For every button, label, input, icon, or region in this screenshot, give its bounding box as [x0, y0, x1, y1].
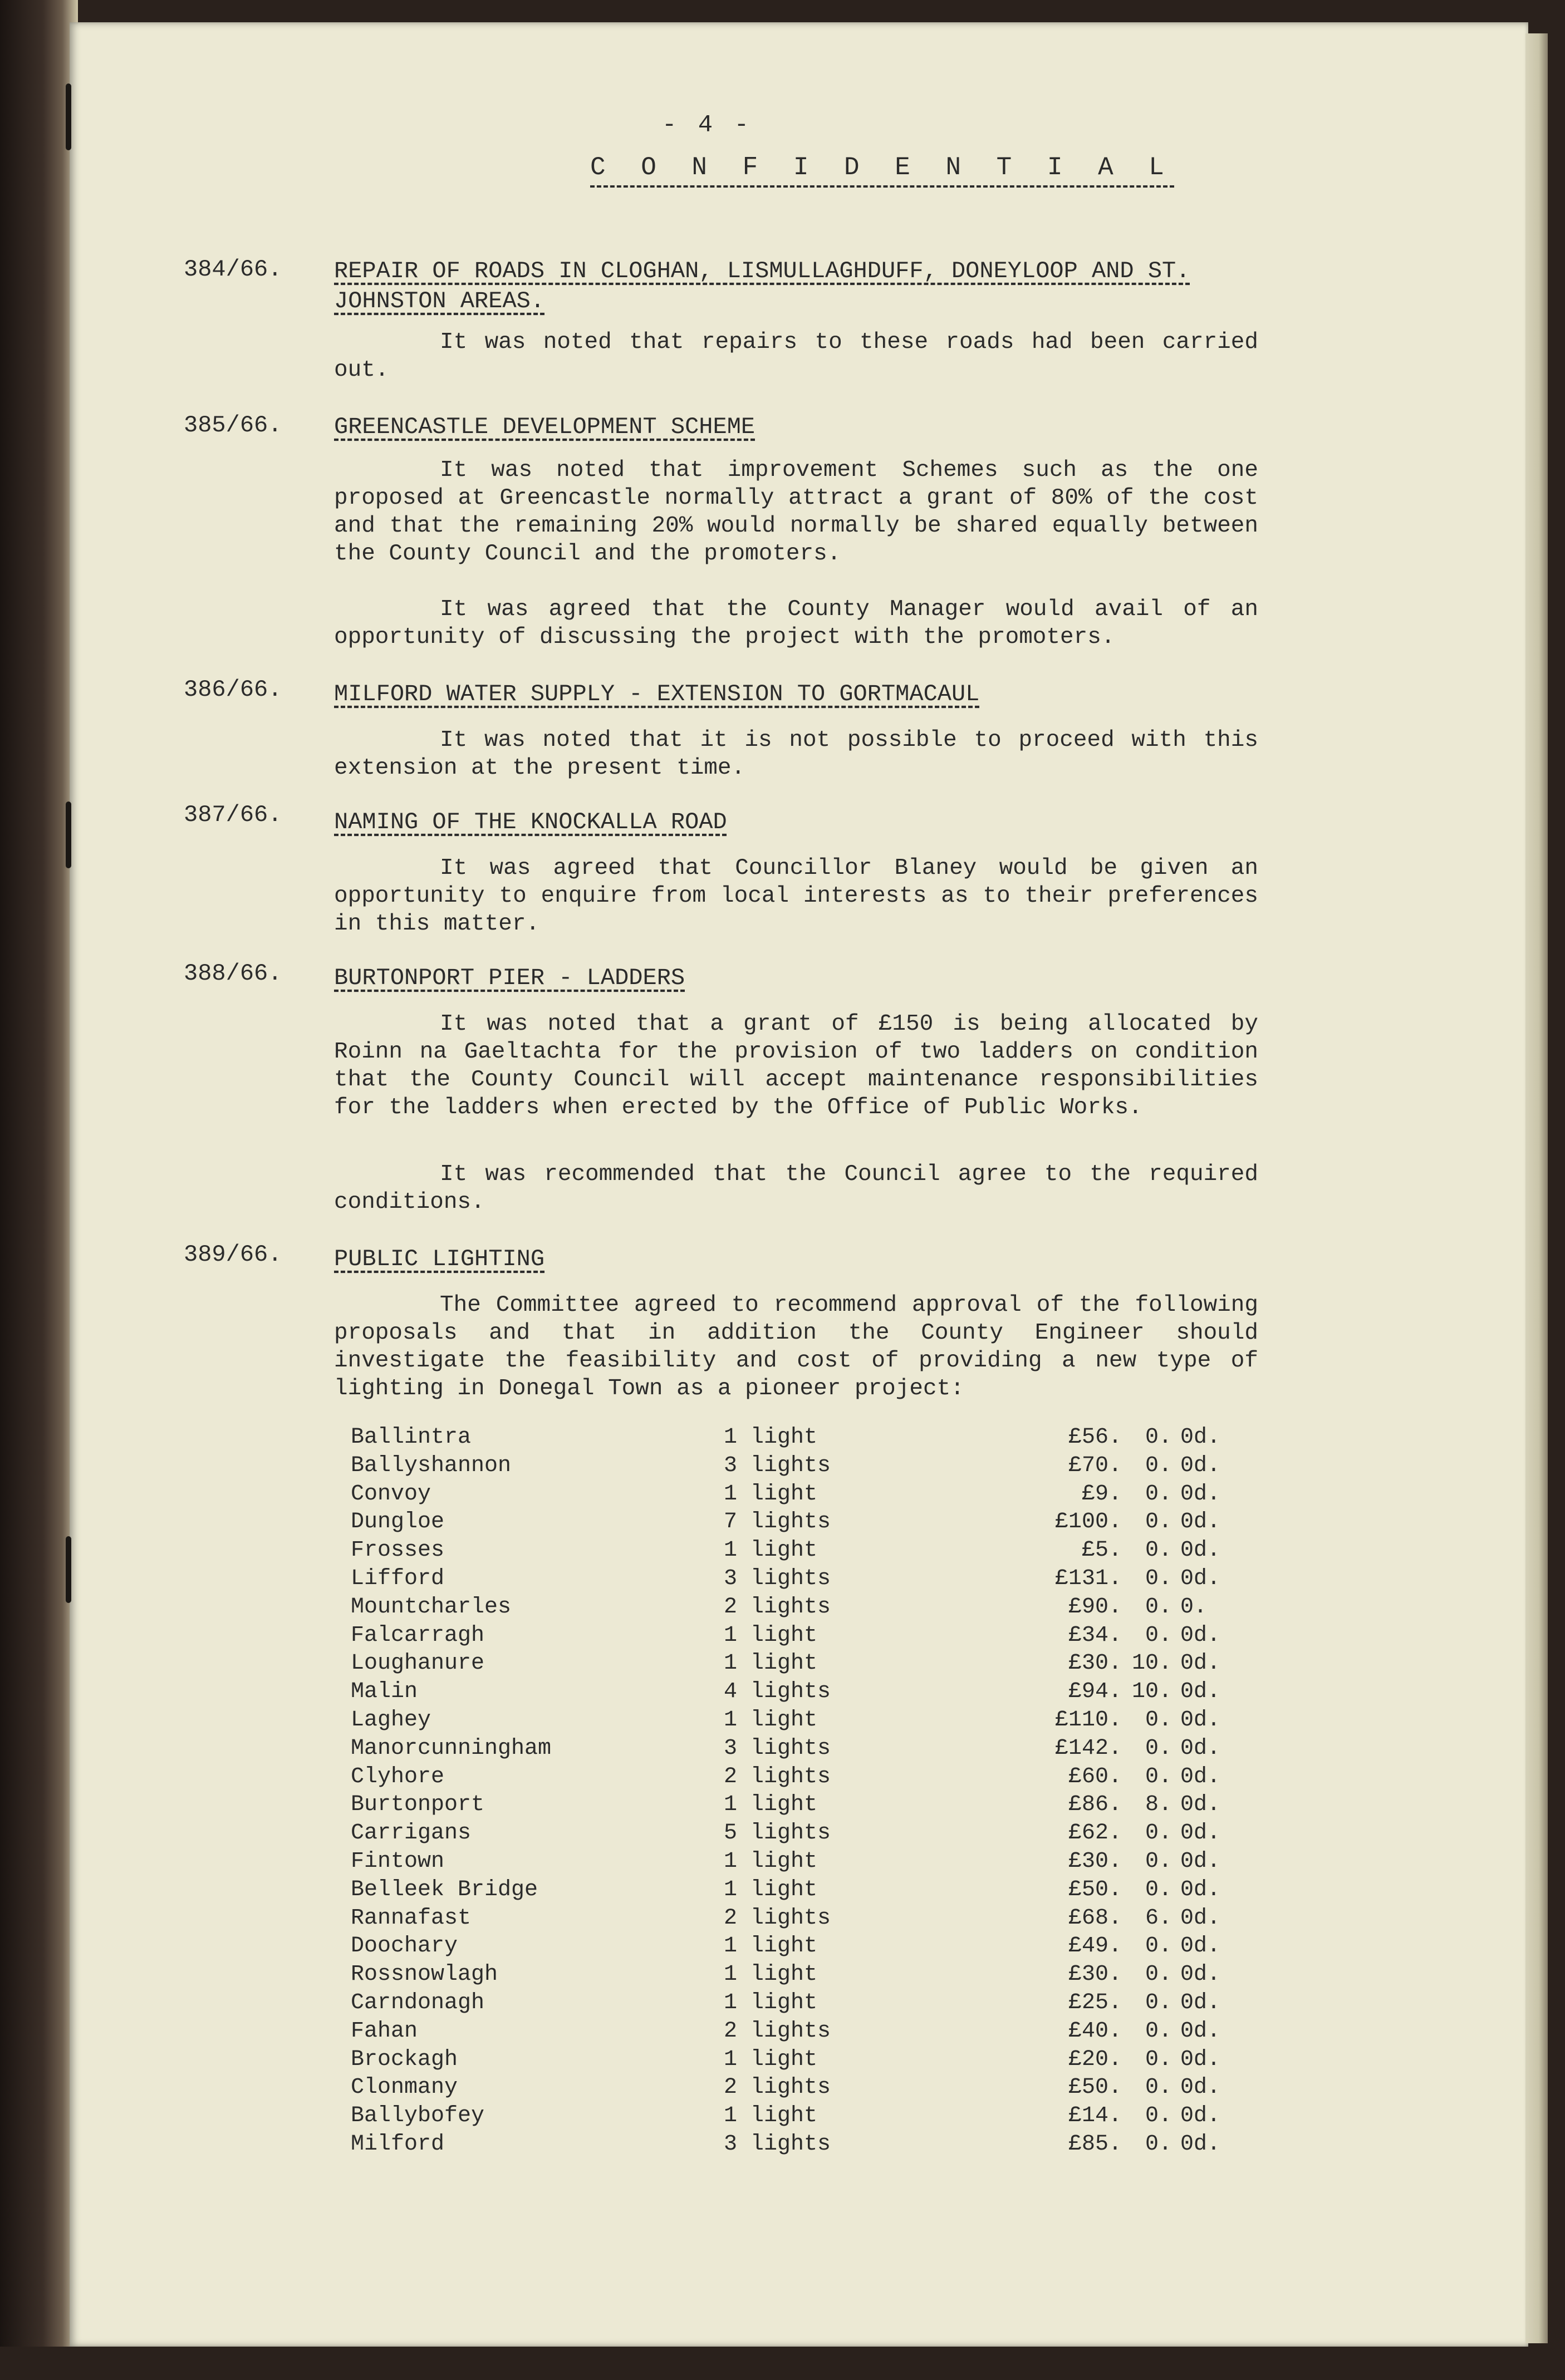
minute-paragraph: It was recommended that the Council agree to the required conditions. — [334, 1162, 1258, 1215]
cost-shillings: 10. — [1131, 1679, 1172, 1705]
light-count: 1 light — [724, 1538, 818, 1563]
cost-pence: 0d. — [1180, 1962, 1221, 1988]
minute-title: PUBLIC LIGHTING — [334, 1246, 545, 1272]
cost-pounds: £9. — [1081, 1481, 1122, 1507]
cost-shillings: 0. — [1145, 2047, 1172, 2072]
cost-pounds: £14. — [1068, 2103, 1122, 2129]
cost-pence: 0d. — [1180, 2075, 1221, 2101]
lighting-row — [351, 1877, 1221, 1906]
minute-paragraph: It was noted that it is not possible to proceed with this extension at the present time. — [334, 727, 1258, 781]
cost-pence: 0d. — [1180, 2103, 1221, 2129]
minute-paragraph: It was noted that repairs to these roads had been carried out. — [334, 330, 1258, 383]
light-count: 2 lights — [724, 1905, 831, 1931]
lighting-row — [351, 1538, 1221, 1566]
light-count: 1 light — [724, 1990, 818, 2015]
light-count: 7 lights — [724, 1509, 831, 1535]
cost-pounds: £30. — [1068, 1651, 1122, 1676]
place-name: Loughanure — [351, 1651, 485, 1676]
cost-shillings: 0. — [1145, 1821, 1172, 1846]
cost-shillings: 6. — [1145, 1905, 1172, 1931]
binding-hole-mark — [66, 83, 71, 150]
cost-shillings: 0. — [1145, 1509, 1172, 1535]
minute-title: NAMING OF THE KNOCKALLA ROAD — [334, 809, 727, 835]
place-name: Brockagh — [351, 2047, 458, 2072]
page-edge — [1525, 33, 1548, 2343]
cost-pounds: £30. — [1068, 1962, 1122, 1988]
place-name: Clyhore — [351, 1764, 445, 1789]
place-name: Mountcharles — [351, 1594, 512, 1620]
cost-pounds: £62. — [1068, 1821, 1122, 1846]
light-count: 1 light — [724, 1425, 818, 1450]
cost-shillings: 0. — [1145, 1877, 1172, 1902]
bottom-binding — [0, 2347, 1565, 2380]
cost-pounds: £68. — [1068, 1905, 1122, 1931]
cost-pounds: £85. — [1068, 2131, 1122, 2157]
cost-shillings: 0. — [1145, 1934, 1172, 1959]
minute-number: 387/66. — [184, 801, 282, 828]
lighting-row — [351, 1622, 1221, 1651]
minute-title: GREENCASTLE DEVELOPMENT SCHEME — [334, 414, 755, 440]
lighting-row — [351, 1735, 1221, 1764]
lighting-row — [351, 1509, 1221, 1538]
cost-pence: 0d. — [1180, 1934, 1221, 1959]
minute-paragraph: It was noted that a grant of £150 is being allocated by Roinn na Gaeltachta for the provision of two ladders on condition that the County Council will accept maintenance responsibilities for the ladders when erected by the Office of Public Works. — [334, 1011, 1258, 1120]
binding-hole-mark — [66, 801, 71, 868]
lighting-row — [351, 1425, 1221, 1453]
cost-pounds: £20. — [1068, 2047, 1122, 2072]
light-count: 1 light — [724, 1792, 818, 1818]
cost-shillings: 0. — [1145, 1425, 1172, 1450]
cost-shillings: 0. — [1145, 1453, 1172, 1478]
cost-pence: 0d. — [1180, 1566, 1221, 1591]
minute-title: BURTONPORT PIER - LADDERS — [334, 965, 685, 991]
place-name: Ballintra — [351, 1425, 472, 1450]
lighting-row — [351, 1962, 1221, 1990]
cost-pounds: £86. — [1068, 1792, 1122, 1818]
place-name: Belleek Bridge — [351, 1877, 538, 1902]
cost-pence: 0d. — [1180, 1679, 1221, 1705]
cost-pence: 0d. — [1180, 1707, 1221, 1733]
cost-shillings: 0. — [1145, 2131, 1172, 2157]
lighting-row — [351, 2047, 1221, 2076]
minute-title: REPAIR OF ROADS IN CLOGHAN, LISMULLAGHDUFF, DONEYLOOP AND ST. JOHNSTON AREAS. — [334, 258, 1190, 314]
lighting-row — [351, 1764, 1221, 1793]
lighting-row — [351, 1594, 1208, 1623]
lighting-row — [351, 1651, 1221, 1679]
light-count: 3 lights — [724, 1735, 831, 1761]
cost-shillings: 8. — [1145, 1792, 1172, 1818]
lighting-row — [351, 2075, 1221, 2103]
light-count: 1 light — [724, 1934, 818, 1959]
cost-pence: 0d. — [1180, 1538, 1221, 1563]
lighting-row — [351, 1707, 1221, 1736]
cost-pounds: £56. — [1068, 1425, 1122, 1450]
cost-pence: 0d. — [1180, 1453, 1221, 1478]
place-name: Convoy — [351, 1481, 431, 1507]
minute-number: 384/66. — [184, 256, 282, 283]
place-name: Manorcunningham — [351, 1735, 552, 1761]
cost-pence: 0d. — [1180, 1848, 1221, 1874]
page-number: - 4 - — [661, 111, 753, 139]
lighting-row — [351, 1905, 1221, 1934]
cost-pounds: £40. — [1068, 2018, 1122, 2044]
cost-pounds: £50. — [1068, 2075, 1122, 2101]
minute-paragraph: The Committee agreed to recommend approval of the following proposals and that in addition the County Engineer should investigate the feasibility and cost of providing a new type of lighting in Donegal Town as a pioneer project: — [334, 1292, 1258, 1402]
place-name: Doochary — [351, 1934, 458, 1959]
place-name: Fahan — [351, 2018, 418, 2044]
binding-hole-mark — [66, 1536, 71, 1603]
lighting-row — [351, 1792, 1221, 1821]
place-name: Burtonport — [351, 1792, 485, 1818]
light-count: 1 light — [724, 1622, 818, 1648]
cost-pence: 0d. — [1180, 2047, 1221, 2072]
cost-shillings: 0. — [1145, 1538, 1172, 1563]
lighting-row — [351, 2131, 1221, 2160]
lighting-row — [351, 1566, 1221, 1595]
lighting-row — [351, 1481, 1221, 1510]
light-count: 2 lights — [724, 1594, 831, 1620]
cost-pounds: £94. — [1068, 1679, 1122, 1705]
cost-pence: 0d. — [1180, 1792, 1221, 1818]
light-count: 1 light — [724, 2047, 818, 2072]
confidential-heading: C O N F I D E N T I A L — [590, 153, 1174, 188]
light-count: 1 light — [724, 1481, 818, 1507]
place-name: Fintown — [351, 1848, 445, 1874]
cost-pounds: £100. — [1054, 1509, 1122, 1535]
light-count: 1 light — [724, 1651, 818, 1676]
place-name: Laghey — [351, 1707, 431, 1733]
minute-paragraph: It was agreed that Councillor Blaney would be given an opportunity to enquire from local interests as to their preferences in this matter. — [334, 855, 1258, 937]
cost-pounds: £5. — [1081, 1538, 1122, 1563]
cost-pounds: £131. — [1054, 1566, 1122, 1591]
cost-shillings: 10. — [1131, 1651, 1172, 1676]
lighting-row — [351, 1821, 1221, 1849]
light-count: 3 lights — [724, 1453, 831, 1478]
cost-shillings: 0. — [1145, 1848, 1172, 1874]
light-count: 5 lights — [724, 1821, 831, 1846]
cost-shillings: 0. — [1145, 1707, 1172, 1733]
cost-pounds: £49. — [1068, 1934, 1122, 1959]
cost-pence: 0d. — [1180, 1905, 1221, 1931]
place-name: Ballybofey — [351, 2103, 485, 2129]
lighting-row — [351, 1679, 1221, 1708]
place-name: Malin — [351, 1679, 418, 1705]
minute-number: 389/66. — [184, 1241, 282, 1268]
cost-shillings: 0. — [1145, 1735, 1172, 1761]
light-count: 2 lights — [724, 2075, 831, 2101]
cost-pence: 0d. — [1180, 1425, 1221, 1450]
cost-pence: 0d. — [1180, 1735, 1221, 1761]
place-name: Dungloe — [351, 1509, 445, 1535]
cost-pence: 0. — [1180, 1594, 1208, 1620]
cost-pence: 0d. — [1180, 1877, 1221, 1902]
lighting-row — [351, 1990, 1221, 2019]
place-name: Carrigans — [351, 1821, 472, 1846]
place-name: Milford — [351, 2131, 445, 2157]
place-name: Rannafast — [351, 1905, 472, 1931]
cost-shillings: 0. — [1145, 1764, 1172, 1789]
lighting-row — [351, 2018, 1221, 2047]
cost-pence: 0d. — [1180, 1651, 1221, 1676]
cost-pence: 0d. — [1180, 2018, 1221, 2044]
place-name: Clonmany — [351, 2075, 458, 2101]
cost-shillings: 0. — [1145, 1594, 1172, 1620]
lighting-row — [351, 1848, 1221, 1877]
light-count: 1 light — [724, 2103, 818, 2129]
place-name: Lifford — [351, 1566, 445, 1591]
cost-pence: 0d. — [1180, 1764, 1221, 1789]
minute-paragraph: It was agreed that the County Manager would avail of an opportunity of discussing the project with the promoters. — [334, 597, 1258, 650]
cost-shillings: 0. — [1145, 2103, 1172, 2129]
place-name: Carndonagh — [351, 1990, 485, 2015]
cost-pence: 0d. — [1180, 1481, 1221, 1507]
cost-shillings: 0. — [1145, 1962, 1172, 1988]
cost-pounds: £110. — [1054, 1707, 1122, 1733]
cost-pence: 0d. — [1180, 1509, 1221, 1535]
cost-shillings: 0. — [1145, 1481, 1172, 1507]
place-name: Ballyshannon — [351, 1453, 512, 1478]
cost-pounds: £142. — [1054, 1735, 1122, 1761]
cost-pounds: £60. — [1068, 1764, 1122, 1789]
lighting-table — [351, 1425, 1221, 2160]
cost-shillings: 0. — [1145, 2018, 1172, 2044]
light-count: 4 lights — [724, 1679, 831, 1705]
cost-pounds: £70. — [1068, 1453, 1122, 1478]
cost-pounds: £25. — [1068, 1990, 1122, 2015]
cost-pounds: £34. — [1068, 1622, 1122, 1648]
light-count: 1 light — [724, 1877, 818, 1902]
cost-shillings: 0. — [1145, 2075, 1172, 2101]
cost-pence: 0d. — [1180, 2131, 1221, 2157]
minute-number: 386/66. — [184, 676, 282, 703]
lighting-row — [351, 1934, 1221, 1962]
minute-title: MILFORD WATER SUPPLY - EXTENSION TO GORTMACAUL — [334, 681, 980, 707]
light-count: 2 lights — [724, 2018, 831, 2044]
place-name: Frosses — [351, 1538, 445, 1563]
light-count: 1 light — [724, 1848, 818, 1874]
cost-shillings: 0. — [1145, 1622, 1172, 1648]
minute-paragraph: It was noted that improvement Schemes such as the one proposed at Greencastle normally attract a grant of 80% of the cost and that the remaining 20% would normally be shared equally between the County Council and the promoters. — [334, 458, 1258, 567]
minute-number: 385/66. — [184, 412, 282, 439]
cost-pence: 0d. — [1180, 1622, 1221, 1648]
cost-pounds: £50. — [1068, 1877, 1122, 1902]
cost-shillings: 0. — [1145, 1566, 1172, 1591]
lighting-row — [351, 1453, 1221, 1482]
cost-pence: 0d. — [1180, 1821, 1221, 1846]
lighting-row — [351, 2103, 1221, 2132]
light-count: 1 light — [724, 1707, 818, 1733]
cost-pounds: £30. — [1068, 1848, 1122, 1874]
light-count: 3 lights — [724, 2131, 831, 2157]
place-name: Falcarragh — [351, 1622, 485, 1648]
book-binding — [0, 0, 78, 2380]
light-count: 1 light — [724, 1962, 818, 1988]
cost-shillings: 0. — [1145, 1990, 1172, 2015]
place-name: Rossnowlagh — [351, 1962, 498, 1988]
light-count: 2 lights — [724, 1764, 831, 1789]
light-count: 3 lights — [724, 1566, 831, 1591]
cost-pounds: £90. — [1068, 1594, 1122, 1620]
cost-pence: 0d. — [1180, 1990, 1221, 2015]
minute-number: 388/66. — [184, 960, 282, 987]
